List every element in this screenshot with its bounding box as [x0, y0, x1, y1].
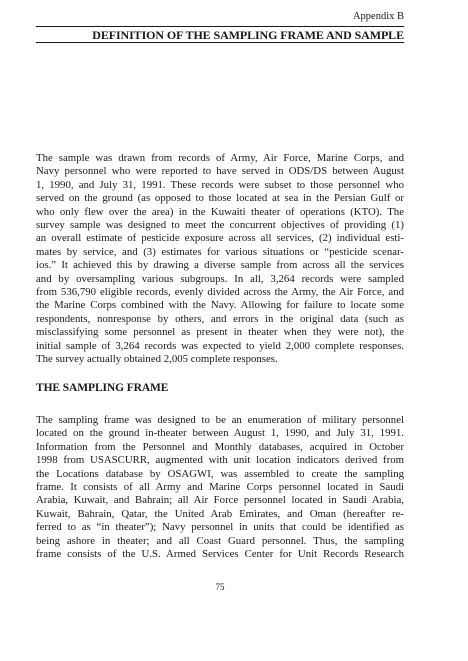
paragraph-line: and by oversampling various subgroups. In all, 3,264 records were sampled: [36, 272, 404, 285]
section-heading: THE SAMPLING FRAME: [36, 382, 169, 394]
paragraph-line: ferred to as “in theater”); Navy personnel in units that could be identified as: [36, 521, 404, 534]
paragraph-line: The survey actually obtained 2,005 complete responses.: [36, 353, 278, 366]
paragraph-line: being ashore in theater; and all Coast Guard personnel. Thus, the sampling: [36, 534, 404, 547]
paragraph-line: the Locations database by OSAGWI, was assembled to create the sampling: [36, 467, 404, 480]
running-head: Appendix B: [352, 11, 404, 22]
paragraph-line: an overall estimate of pesticide exposure across all services, (2) individual esti-: [36, 232, 404, 245]
chapter-title: DEFINITION OF THE SAMPLING FRAME AND SAMPLE: [92, 28, 404, 42]
body-paragraph-2: [36, 414, 404, 561]
paragraph-line: survey sample was designed to meet the concurrent objectives of providing (1): [36, 219, 404, 232]
paragraph-line: The sampling frame was designed to be an enumeration of military personnel: [36, 414, 404, 426]
paragraph-line: ios.” It achieved this by drawing a diverse sample from across all the services: [36, 259, 404, 272]
paragraph-line: mates by service, and (3) estimates for various situations or “pesticide scenar-: [36, 245, 404, 258]
body-paragraph-1: [36, 152, 404, 367]
paragraph-line: frame consists of the U.S. Armed Services Center for Unit Records Research: [36, 548, 404, 561]
paragraph-line: the Marine Corps combined with the Navy. Allowing for failure to locate some: [36, 299, 404, 312]
paragraph-line: 1, 1990, and July 31, 1991. These records were subset to those personnel who: [36, 178, 404, 191]
paragraph-line: initial sample of 3,264 records was expected to yield 2,000 complete responses.: [36, 339, 404, 352]
paragraph-line: who only flew over the area) in the Kuwaiti theater of operations (KTO). The: [36, 205, 404, 218]
page-number: 75: [215, 582, 225, 592]
paragraph-line: served on the ground (as opposed to those located at sea in the Persian Gulf or: [36, 192, 404, 205]
paragraph-line: Arabia, Kuwait, and Bahrain; all Air Force personnel located in Saudi Arabia,: [36, 494, 404, 507]
paragraph-line: from 536,790 eligible records, evenly divided across the Army, the Air Force, and: [36, 286, 404, 299]
paragraph-line: 1998 from USASCURR, augmented with unit location indicators derived from: [36, 454, 404, 467]
paragraph-line: misclassifying some personnel as present in theater when they were not), the: [36, 326, 404, 339]
header-rule-bottom: [36, 42, 404, 43]
paragraph-line: Kuwait, Bahrain, Qatar, the United Arab Emirates, and Oman (hereafter re-: [36, 507, 404, 520]
paragraph-line: Navy personnel who were reported to have served in ODS/DS between August: [36, 165, 404, 178]
paragraph-line: located on the ground in-theater between August 1, 1990, and July 31, 1991.: [36, 427, 404, 440]
header-rule-top: [36, 26, 404, 27]
paragraph-line: Information from the Personnel and Monthly databases, acquired in October: [36, 440, 404, 453]
paragraph-line: respondents, nonresponse by others, and errors in the original data (such as: [36, 312, 404, 325]
paragraph-line: The sample was drawn from records of Army, Air Force, Marine Corps, and: [36, 152, 404, 164]
paragraph-line: frame. It consists of all Army and Marine Corps personnel located in Saudi: [36, 481, 404, 494]
